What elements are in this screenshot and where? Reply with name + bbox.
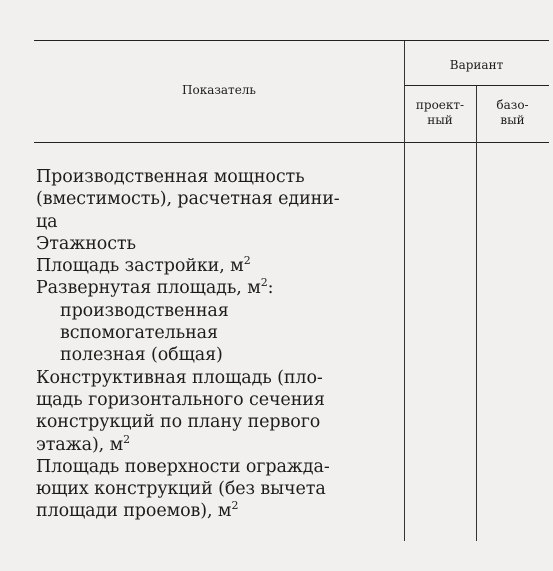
row-line: Производственная мощность [36, 167, 305, 187]
row-line-indented: полезная (общая) [60, 345, 223, 366]
superscript: 2 [260, 276, 268, 290]
row-line: конструкций по плану первого [36, 412, 321, 433]
row-line-with-sup [36, 277, 404, 299]
row-colon: : [267, 278, 274, 299]
header-project-line-1: проект- [415, 98, 465, 112]
header-base-line-2: вый [500, 113, 525, 127]
row-line-indented: производственная [60, 300, 229, 321]
row-text: Площадь застройки, м [36, 256, 244, 277]
header-base [476, 98, 549, 128]
row-line: (вместимость), расчетная едини- [36, 189, 340, 210]
row-line: щадь горизонтального сечения [36, 389, 325, 410]
row-text: Развернутая площадь, м [36, 278, 261, 299]
row-text: этажа), м [36, 434, 124, 455]
header-project [404, 98, 476, 128]
row-line-indented: вспомогательная [60, 323, 218, 344]
superscript: 2 [123, 432, 131, 446]
row-line-with-sup [36, 434, 404, 456]
row-line: Конструктивная площадь (пло- [36, 367, 323, 388]
table-indicator-column [36, 166, 404, 523]
superscript: 2 [231, 499, 239, 513]
row-line: Площадь поверхности огражда- [36, 456, 330, 477]
header-project-line-2: ный [427, 113, 453, 127]
row-text: площади проемов), м [36, 501, 232, 522]
row-line: ца [36, 211, 58, 232]
row-line: Этажность [36, 233, 136, 254]
header-base-line-1: базо- [496, 98, 529, 112]
column-divider-2 [476, 86, 477, 541]
header-variant: Вариант [449, 58, 504, 72]
superscript: 2 [243, 254, 251, 268]
row-line-with-sup [36, 255, 404, 277]
table-top-rule [34, 40, 549, 41]
header-bottom-rule [34, 142, 549, 143]
row-line-with-sup [36, 500, 404, 522]
row-line: ющих конструкций (без вычета [36, 479, 326, 500]
header-indicator: Показатель [182, 83, 256, 97]
